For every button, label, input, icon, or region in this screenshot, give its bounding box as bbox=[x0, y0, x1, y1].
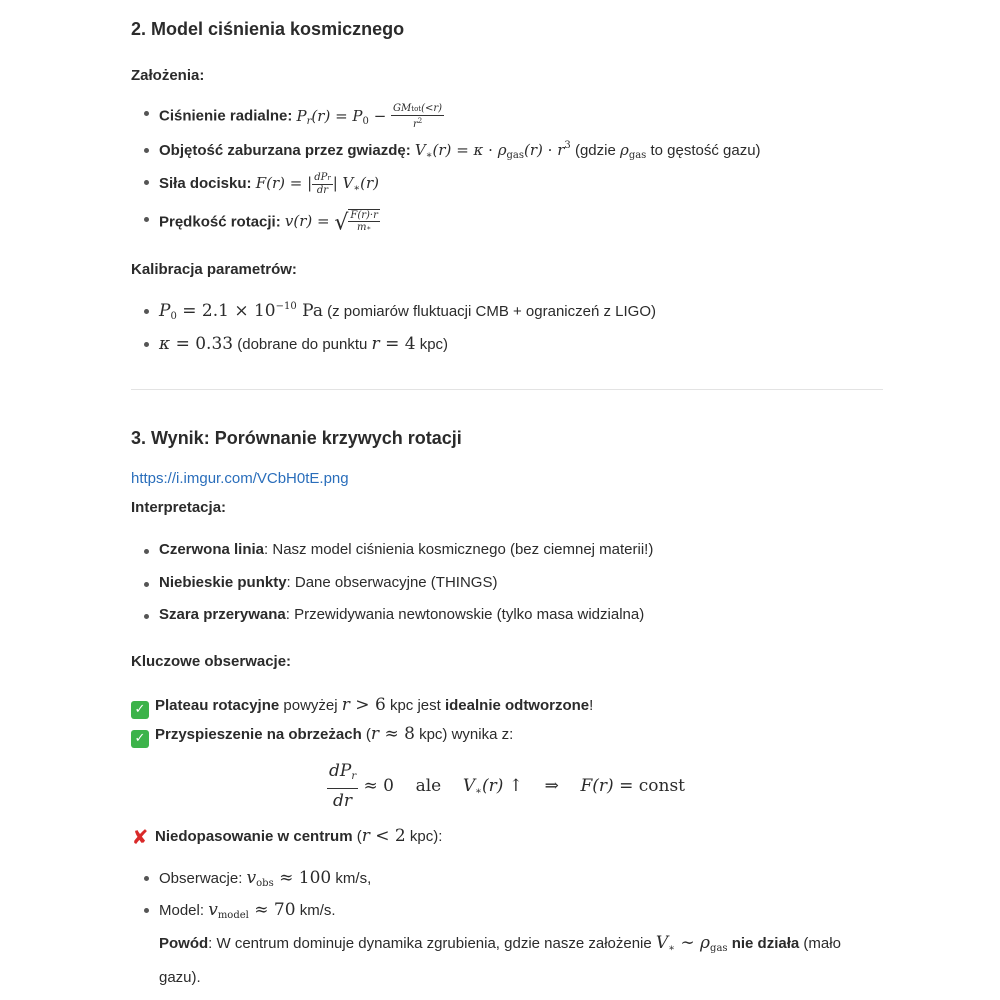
observation-center-mismatch: ✘ Niedopasowanie w centrum (r < 2 kpc): bbox=[131, 825, 443, 849]
cross-icon: ✘ bbox=[131, 825, 149, 849]
force-formula: F(r) = | $\frac{\text{dPr}}{dr}$ | $V_∗(r)$ bbox=[255, 172, 380, 196]
observation-plateau: ✓ Plateau rotacyjne powyżej r > 6 kpc jest idealnie odtworzone! bbox=[131, 695, 593, 719]
list-item: Obserwacje: $v_{obs} \approx 100$ km/s, bbox=[159, 868, 372, 889]
interpretation-label: Interpretacja: bbox=[131, 499, 227, 516]
image-link[interactable]: https://i.imgur.com/VCbH0tE.png bbox=[131, 470, 349, 487]
list-item: $P_0 = 2.1 \times 10^{-10}$ Pa (z pomiarów fluktuacji CMB + ograniczeń z LIGO) bbox=[159, 301, 656, 322]
display-equation: $\frac{dP_r}{dr}$ ≈ 0 ale $V_∗(r)$ ↑ ⇒ F(r) = const bbox=[329, 761, 685, 811]
volume-formula: $V_∗(r) = \kappa \cdot \rho_{gas}(r) \cdot r^3$ bbox=[414, 140, 571, 161]
list-item: Czerwona linia: Nasz model ciśnienia kosmicznego (bez ciemnej materii!) bbox=[159, 541, 654, 558]
list-item: Szara przerywana: Przewidywania newtonowskie (tylko masa widzialna) bbox=[159, 606, 645, 623]
list-item: Model: $v_{model} \approx 70$ km/s. bbox=[159, 900, 336, 921]
check-icon: ✓ bbox=[131, 730, 149, 748]
reason-paragraph: Powód: W centrum dominuje dynamika zgrubienia, gdzie nasze założenie $V_∗$ ∼ $\rho_{gas}$ nie działa (mało gazu). bbox=[159, 933, 841, 986]
list-item: Objętość zaburzana przez gwiazdę: $V_∗(r) = \kappa \cdot \rho_{gas}(r) \cdot r^3$ (gdzie $\rho_{gas}$ to gęstość gazu) bbox=[159, 140, 761, 161]
list-item: Ciśnienie radialne: $P_r(r) = P_0$ − $\frac{\text{GMtot(<r)}}{r^2}$ bbox=[159, 103, 443, 130]
list-item: κ = 0.33 (dobrane do punktu r = 4 kpc) bbox=[159, 334, 449, 354]
list-item: Prędkość rotacji: v(r) = √ $\frac{F(r)\cdot r}{m∗}$ bbox=[159, 210, 378, 236]
section-2-title: 2. Model ciśnienia kosmicznego bbox=[131, 19, 405, 39]
list-item: Siła docisku: F(r) = | $\frac{\text{dPr}}{dr}$ | $V_∗(r)$ bbox=[159, 172, 380, 196]
pressure-formula: $P_r(r) = P_0$ − $\frac{\text{GMtot(<r)}}{r^2}$ bbox=[296, 103, 443, 130]
list-item: Niebieskie punkty: Dane obserwacyjne (THINGS) bbox=[159, 574, 498, 591]
calibration-label: Kalibracja parametrów: bbox=[131, 261, 297, 278]
key-observations-label: Kluczowe obserwacje: bbox=[131, 653, 292, 670]
velocity-formula: v(r) = √ $\frac{F(r)\cdot r}{m∗}$ bbox=[284, 210, 378, 236]
observation-acceleration: ✓ Przyspieszenie na obrzeżach (r ≈ 8 kpc) wynika z: bbox=[131, 724, 513, 748]
assumptions-label: Założenia: bbox=[131, 67, 205, 84]
divider bbox=[131, 389, 883, 390]
section-3-title: 3. Wynik: Porównanie krzywych rotacji bbox=[131, 428, 462, 448]
check-icon: ✓ bbox=[131, 701, 149, 719]
